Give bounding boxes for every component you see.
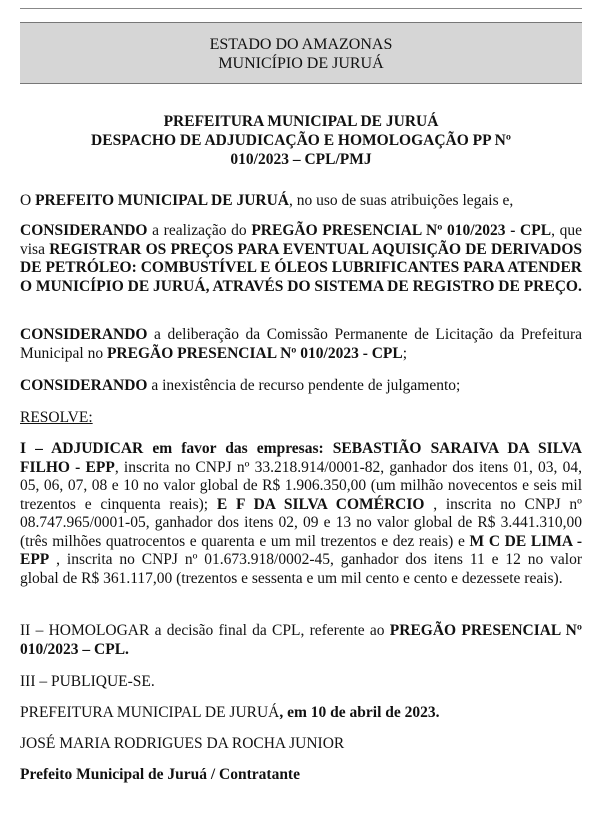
intro-paragraph xyxy=(20,192,582,211)
item-1-text: , inscrita no CNPJ nº 01.673.918/0002-45, ganhador dos itens 11 e 12 no valor global de R$ 361.117,00 (trezentos e sessenta e um mil cento e cento e dezessete reais). xyxy=(20,551,582,587)
closing-line xyxy=(20,704,582,723)
intro-post: , no uso de suas atribuições legais e, xyxy=(288,192,514,209)
intro-authority: PREFEITO MUNICIPAL DE JURUÁ xyxy=(35,192,289,209)
considering-keyword: CONSIDERANDO xyxy=(20,222,148,239)
item-2-bold: PREGÃO PRESENCIAL Nº 010/2023 – CPL. xyxy=(20,622,582,658)
considering-bold: PREGÃO PRESENCIAL Nº 010/2023 - CPL xyxy=(106,344,403,362)
item-1-text: , inscrita no CNPJ nº 33.218.914/0001-82, ganhador dos itens 01, 03, 04, 05, 06, 07, 08 e 10 no valor global de R$ 1.906.350,00 (um milhão novecentos e seis mil trezentos e cinquenta reais); xyxy=(20,458,583,513)
item-2-text: II – HOMOLOGAR a decisão final da CPL, referente ao xyxy=(20,622,390,639)
considering-keyword: CONSIDERANDO xyxy=(20,326,148,343)
item-1-adjudicate xyxy=(20,440,582,588)
considering-keyword: CONSIDERANDO xyxy=(20,377,148,394)
header-state: ESTADO DO AMAZONAS xyxy=(209,36,393,53)
intro-pre: O xyxy=(20,192,36,209)
title-line-2: DESPACHO DE ADJUDICAÇÃO E HOMOLOGAÇÃO PP Nº xyxy=(91,132,511,149)
considering-paragraph-2 xyxy=(20,326,582,363)
resolve-heading: RESOLVE: xyxy=(20,409,93,426)
item-1-company-2: E F DA SILVA COMÉRCIO xyxy=(216,495,425,513)
item-1-company-1: I – ADJUDICAR em favor das empresas: SEBASTIÃO SARAIVA DA SILVA FILHO - EPP xyxy=(20,440,582,476)
item-1-company-3: M C DE LIMA - EPP xyxy=(20,532,582,568)
considering-text: a deliberação da Comissão Permanente de Licitação da Prefeitura Municipal no xyxy=(20,326,582,362)
closing-place: PREFEITURA MUNICIPAL DE JURUÁ xyxy=(20,704,280,721)
header-municipality: MUNICÍPIO DE JURUÁ xyxy=(218,55,384,72)
considering-text: ; xyxy=(402,344,408,362)
item-2-homologate xyxy=(20,622,582,659)
considering-text: a realização do xyxy=(147,222,252,239)
signer-name: JOSÉ MARIA RODRIGUES DA ROCHA JUNIOR xyxy=(20,735,345,752)
considering-paragraph-1 xyxy=(20,222,582,296)
document-title xyxy=(20,112,582,169)
signer-role: Prefeito Municipal de Juruá / Contratante xyxy=(20,766,300,783)
title-line-3: 010/2023 – CPL/PMJ xyxy=(230,151,372,168)
top-divider xyxy=(20,8,582,9)
considering-paragraph-3 xyxy=(20,377,582,396)
considering-bold: PREGÃO PRESENCIAL Nº 010/2023 - CPL xyxy=(251,222,552,239)
considering-object: REGISTRAR OS PREÇOS PARA EVENTUAL AQUISIÇÃO DE DERIVADOS DE PETRÓLEO: COMBUSTÍVEL E ÓLEOS LUBRIFICANTES PARA ATENDER O MUNICÍPIO DE JURUÁ, ATRAVÉS DO SISTEMA DE REGISTRO DE PREÇO. xyxy=(20,240,582,295)
considering-text: , que visa xyxy=(20,222,582,258)
item-1-text: , inscrita no CNPJ nº 08.747.965/0001-05, ganhador dos itens 02, 09 e 13 no valor global de R$ 3.441.310,00 (três milhões quatrocentos e quarenta e um mil trezentos e dez reais) e xyxy=(20,495,582,550)
closing-date: , em 10 de abril de 2023. xyxy=(279,704,440,721)
item-3-publish: III – PUBLIQUE-SE. xyxy=(20,673,155,690)
title-line-1: PREFEITURA MUNICIPAL DE JURUÁ xyxy=(163,113,439,130)
header-band xyxy=(20,22,582,84)
considering-text: a inexistência de recurso pendente de julgamento; xyxy=(147,377,461,394)
